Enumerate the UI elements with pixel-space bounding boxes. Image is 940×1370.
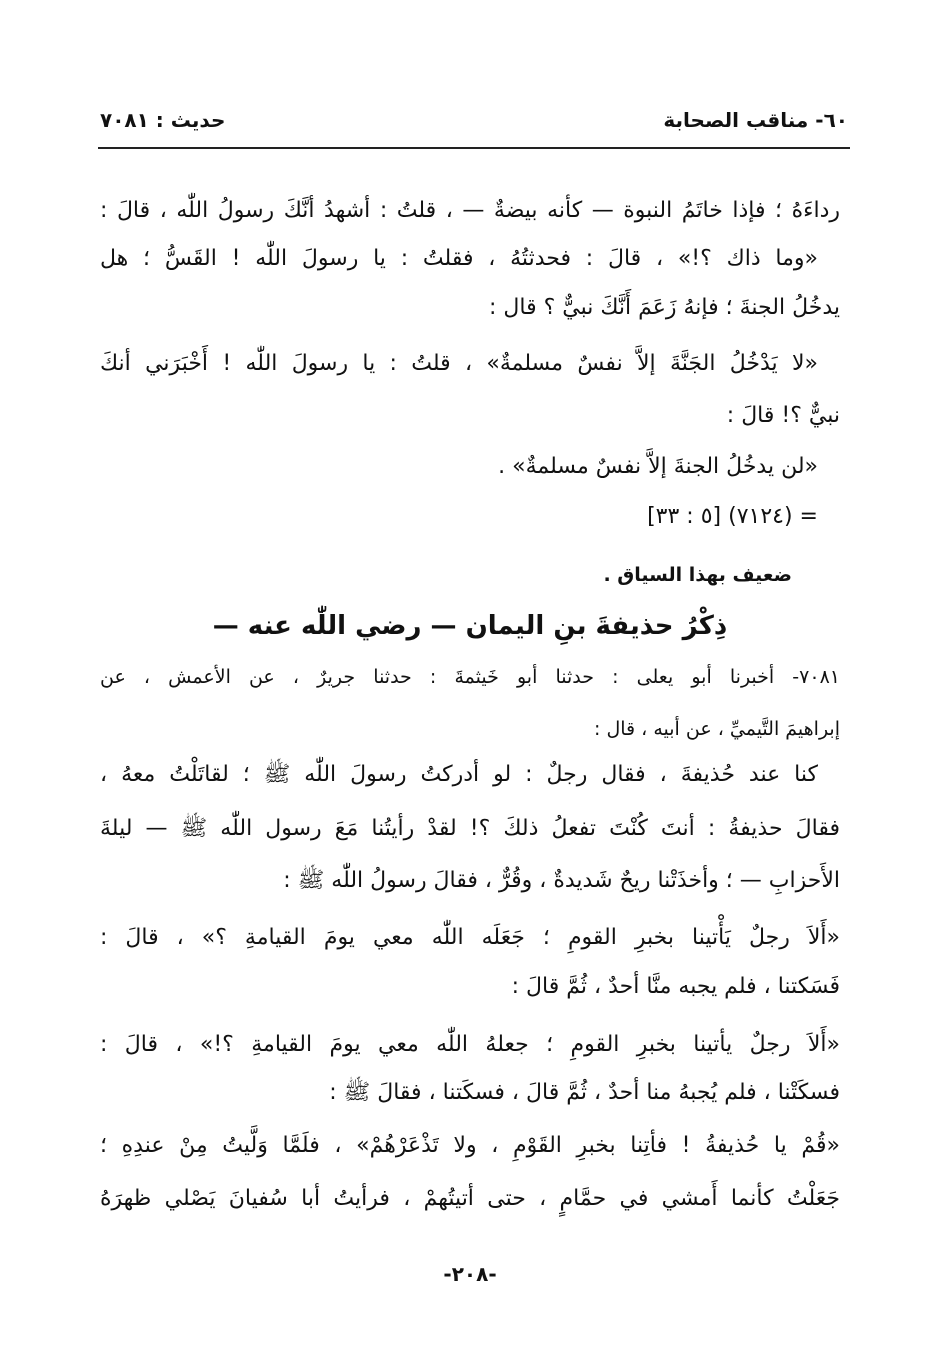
section-title: ذِكْرُ حذيفةَ بنِ اليمان — رضي اللّٰه عنه — <box>212 611 728 641</box>
grading-note: ضعيف بهذا السياق . <box>603 564 792 586</box>
page-number: -٢٠٨- <box>443 1262 497 1286</box>
text-line-7: = (٧١٢٤) [٥ : ٣٣] <box>647 504 818 529</box>
chapter-title: ٦٠- مناقب الصحابة <box>663 108 848 132</box>
header-divider <box>98 147 850 149</box>
text-line-19: جَعَلْتُ كأنما أَمشي في حمَّامٍ ، حتى أتيتُهمْ ، فرأيتُ أبا سُفيانَ يَصْلي ظهرَهُ <box>100 1186 840 1211</box>
text-line-14: «أَلاَ رجلٌ يَأْتينا بخبرِ القومِ ؛ جَعَلَه اللّٰه معي يومَ القيامةِ ؟» ، قالَ : <box>100 925 840 950</box>
text-line-13: الأَحزابِ — ؛ وأخذَتْنا ريحٌ شَديدةٌ ، وقُرٌّ ، فقالَ رسولُ اللّٰه ﷺ : <box>283 868 840 893</box>
text-line-1: رداءَهُ ؛ فإذا خاتَمُ النبوة — كأنه بيضةٌ — ، قلتُ : أشهدُ أنَّكَ رسولُ اللّٰه ، قالَ : <box>100 198 840 223</box>
text-line-18: «قُمْ يا حُذيفةُ ! فأتِنا بخبرِ القَوْمِ ، ولا تَذْعَرْهُمْ» ، فلَمَّا وَلَّيتُ مِنْ عندِهِ ؛ <box>100 1133 840 1158</box>
text-line-16: «أَلاَ رجلٌ يأتينا بخبرِ القومِ ؛ جعلهُ اللّٰه معي يومَ القيامةِ ؟!» ، قالَ : <box>100 1032 840 1057</box>
text-line-10: إبراهيمَ التَّيميِّ ، عن أبيه ، قال : <box>594 718 840 740</box>
text-line-11: كنا عند حُذيفةَ ، فقال رجلٌ : لو أدركتُ رسولَ اللّٰه ﷺ ؛ لقاتَلْتُ معهُ ، <box>100 762 818 787</box>
text-line-5: نبيٌّ ؟! قالَ : <box>726 403 840 428</box>
text-line-9: ٧٠٨١- أخبرنا أبو يعلى : حدثنا أبو خَيثمةَ : حدثنا جريرٌ ، عن الأعمش ، عن <box>100 666 840 688</box>
text-line-3: يدخُلُ الجنةَ ؛ فإنهُ زَعَمَ أَنَّكَ نبيٌّ ؟ قال : <box>488 295 840 320</box>
text-line-17: فسكَتْنا ، فلم يُجبهُ منا أحدٌ ، ثُمَّ قالَ ، فسكَتنا ، فقالَ ﷺ : <box>329 1080 840 1105</box>
text-line-15: فَسَكتنا ، فلم يجبه منَّا أحدٌ ، ثُمَّ قالَ : <box>511 974 840 999</box>
text-line-12: فقالَ حذيفةُ : أنتَ كُنْتَ تفعلُ ذلكَ ؟! لقدْ رأيتُنا مَعَ رسول اللّٰه ﷺ — ليلةَ <box>100 816 840 841</box>
text-line-2: «وما ذاك ؟!» ، قالَ : فحدثتُهُ ، فقلتُ : يا رسولَ اللّٰه ! القَسُّ ؛ هل <box>100 246 818 271</box>
text-line-6: «لن يدخُلُ الجنةَ إلاَّ نفسٌ مسلمةٌ» . <box>498 454 818 479</box>
hadith-number: حديث : ٧٠٨١ <box>100 108 226 132</box>
text-line-4: «لا يَدْخُلُ الجَنَّةَ إلاَّ نفسٌ مسلمةٌ» ، قلتُ : يا رسولَ اللّٰه ! أَخْبَرَني أنكَ <box>100 351 818 376</box>
page-header <box>100 108 848 142</box>
